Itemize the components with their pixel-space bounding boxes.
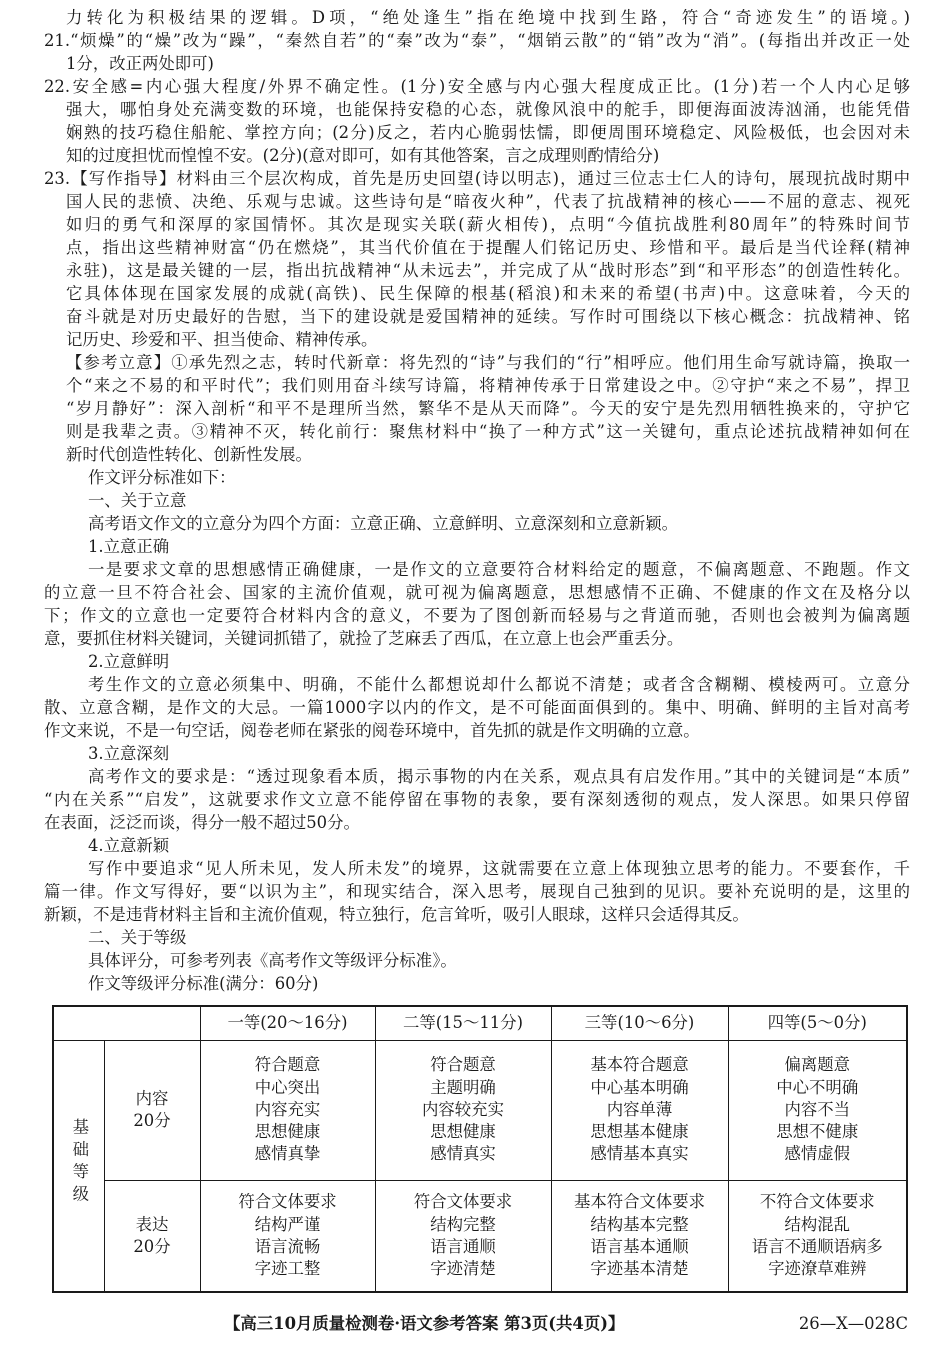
criterion: 感情虚假 <box>784 1144 851 1164</box>
subheading: 1.立意正确 <box>88 537 170 556</box>
criterion: 思想健康 <box>430 1122 496 1142</box>
text-line: 力转化为积极结果的逻辑。D项，“绝处逢生”指在绝境中找到生路，符合“奇迹发生”的语境。) <box>66 8 910 27</box>
criterion: 中心突出 <box>254 1077 321 1097</box>
row-label-cell <box>104 1040 200 1180</box>
table-caption: 作文等级评分标准(满分：60分) <box>88 974 319 993</box>
criterion: 不符合文体要求 <box>759 1192 875 1212</box>
criterion: 符合文体要求 <box>413 1192 513 1212</box>
section-heading: 一、关于立意 <box>88 491 187 510</box>
text-line: 具体评分，可参考列表《高考作文等级评分标准》。 <box>88 951 457 970</box>
text-line: 写作中要追求“见人所未见，发人所未发”的境界，这就需要在立意上体现独立思考的能力。不要套作，千 <box>88 859 910 878</box>
table-header-row <box>53 1006 907 1040</box>
criterion: 字迹潦草难辨 <box>768 1258 867 1278</box>
text-line: 【参考立意】①承先烈之志，转时代新章：将先烈的“诗”与我们的“行”相呼应。他们用生命写就诗篇，换取一 <box>66 353 910 372</box>
row-label-cell <box>104 1180 200 1292</box>
criterion: 感情真挚 <box>254 1144 321 1164</box>
section-heading: 二、关于等级 <box>88 928 187 947</box>
text-line: “岁月静好”：深入剖析“和平不是理所当然，繁华不是从天而降”。今天的安宁是先烈用牺牲换来的，守护它 <box>66 399 910 418</box>
criterion: 内容充实 <box>254 1099 321 1119</box>
criteria-cell <box>551 1180 728 1292</box>
criterion: 符合文体要求 <box>238 1192 337 1212</box>
criterion: 偏离题意 <box>784 1055 851 1075</box>
criteria-cell <box>375 1040 551 1180</box>
text-line: 点，指出这些精神财富“仍在燃烧”，其当代价值在于提醒人们铭记历史、珍惜和平。最后是当代诠释(精神 <box>66 238 910 257</box>
grade-header: 三等(10～6分) <box>551 1006 728 1040</box>
criterion: 内容不当 <box>784 1099 851 1119</box>
text-line: 在表面，泛泛而谈，得分一般不超过50分。 <box>44 813 360 832</box>
text-line: 个“来之不易的和平时代”；我们则用奋斗续写诗篇，将精神传承于日常建设之中。②守护“来之不易”，捍卫 <box>66 376 910 395</box>
criterion: 内容较充实 <box>422 1099 504 1119</box>
text-line: 意，要抓住材料关键词，关键词抓错了，就捡了芝麻丢了西瓜，在立意上也会严重丢分。 <box>44 629 684 648</box>
text-line: “内在关系”“启发”，这就要求作文立意不能停留在事物的表象，要有深刻透彻的观点，发人深思。如果只停留 <box>44 790 910 809</box>
criteria-cell <box>728 1180 907 1292</box>
document-code: 26—X—028C <box>798 1314 908 1333</box>
criterion: 结构完整 <box>430 1214 496 1234</box>
criterion: 思想基本健康 <box>590 1122 689 1142</box>
text-line: 高考语文作文的立意分为四个方面：立意正确、立意鲜明、立意深刻和立意新颖。 <box>88 514 679 533</box>
criterion: 思想不健康 <box>776 1122 859 1142</box>
subheading: 2.立意鲜明 <box>88 652 170 671</box>
text-line: 它具体体现在国家发展的成就(高铁)、民生保障的根基(稻浪)和未来的希望(书声)中。这意味着，今天的 <box>66 284 910 303</box>
criterion: 语言通顺 <box>430 1236 496 1256</box>
criterion: 内容单薄 <box>606 1099 673 1119</box>
subheading: 3.立意深刻 <box>88 744 170 763</box>
criteria-cell <box>375 1180 551 1292</box>
page-footer <box>44 1312 910 1336</box>
criterion: 主题明确 <box>430 1077 496 1097</box>
text-line: 23.【写作指导】材料由三个层次构成，首先是历史回望(诗以明志)，通过三位志士仁人的诗句，展现抗战时期中 <box>44 169 910 188</box>
criterion: 思想健康 <box>254 1122 321 1142</box>
section-heading: 作文评分标准如下： <box>88 468 236 487</box>
subheading: 4.立意新颖 <box>88 836 170 855</box>
text-line: 新颖，不是违背材料主旨和主流价值观，特立独行，危言耸听，吸引人眼球，这样只会适得其反。 <box>44 905 749 924</box>
text-line: 则是我辈之责。③精神不灭，转化前行：聚焦材料中“换了一种方式”这一关键句，重点论述抗战精神如何在 <box>66 422 910 441</box>
grade-header: 二等(15～11分) <box>375 1006 551 1040</box>
corner-cell <box>53 1006 200 1040</box>
text-line: 娴熟的技巧稳住船舵、掌控方向；(2分)反之，若内心脆弱怯懦，即便周围环境稳定、风险极低，也会因对未 <box>66 123 910 142</box>
criterion: 语言基本通顺 <box>590 1236 689 1256</box>
row-score: 20分 <box>133 1111 171 1130</box>
criterion: 符合题意 <box>430 1055 496 1075</box>
criteria-cell <box>728 1040 907 1180</box>
criterion: 字迹清楚 <box>430 1258 496 1278</box>
criterion: 中心基本明确 <box>590 1077 689 1097</box>
content-row <box>53 1040 907 1180</box>
criterion: 字迹工整 <box>254 1258 321 1278</box>
text-line: 高考作文的要求是：“透过现象看本质，揭示事物的内在关系，观点具有启发作用。”其中的关键词是“本质” <box>88 767 910 786</box>
text-line: 新时代创造性转化、创新性发展。 <box>66 445 312 464</box>
text-line: 永驻)，这是最关键的一层，指出抗战精神“从未远去”，并完成了从“战时形态”到“和平形态”的创造性转化。 <box>66 261 910 280</box>
text-line: 散、立意含糊，是作文的大忌。一篇1000字以内的作文，是不可能面面俱到的。集中、明确、鲜明的主旨对高考 <box>44 698 910 717</box>
text-line: 一是要求文章的思想感情正确健康，一是作文的立意要符合材料给定的题意，不偏离题意、不跑题。作文 <box>88 560 910 579</box>
criteria-cell <box>200 1180 375 1292</box>
row-score: 20分 <box>133 1236 171 1256</box>
footer-title: 【高三10月质量检测卷·语文参考答案 第3页(共4页)】 <box>224 1314 625 1333</box>
criterion: 感情基本真实 <box>590 1144 689 1164</box>
row-label: 内容 <box>135 1088 169 1108</box>
row-label: 表达 <box>135 1214 169 1234</box>
criteria-cell <box>200 1040 375 1180</box>
criterion: 结构基本完整 <box>590 1214 689 1234</box>
text-line: 国人民的悲愤、决绝、乐观与忠诚。这些诗句是“暗夜火种”，代表了抗战精神的核心——不屈的意志、视死 <box>66 192 910 211</box>
criterion: 结构混乱 <box>784 1214 851 1234</box>
text-line: 如归的勇气和深厚的家国情怀。其次是现实关联(薪火相传)，点明“今值抗战胜利80周年”的特殊时间节 <box>66 215 910 234</box>
grading-table <box>52 1005 908 1293</box>
criterion: 符合题意 <box>254 1055 321 1075</box>
criterion: 感情真实 <box>430 1144 496 1164</box>
criterion: 基本符合题意 <box>590 1055 689 1075</box>
text-line: 强大，哪怕身处充满变数的环境，也能保持安稳的心态，就像风浪中的舵手，即便海面波涛汹涌，也能凭借 <box>66 100 910 119</box>
grade-header: 四等(5～0分) <box>728 1006 907 1040</box>
criterion: 语言不通顺语病多 <box>751 1236 883 1256</box>
text-line: 作文来说，不是一句空话，阅卷老师在紧张的阅卷环境中，首先抓的就是作文明确的立意。 <box>44 721 700 740</box>
criterion: 中心不明确 <box>776 1077 859 1097</box>
text-line: 知的过度担忧而惶惶不安。(2分)(意对即可，如有其他答案，言之成理则酌情给分) <box>66 146 660 165</box>
text-line: 下；作文的立意也一定要符合材料内含的意义，不要为了图创新而轻易与之背道而驰，否则也会被判为偏离题 <box>44 606 910 625</box>
criterion: 语言流畅 <box>254 1236 321 1256</box>
text-line: 记历史、珍爱和平、担当使命、精神传承。 <box>66 330 378 349</box>
text-line: 22.安全感=内心强大程度/外界不确定性。(1分)安全感与内心强大程度成正比。(1分)若一个人内心足够 <box>44 77 910 96</box>
criteria-cell <box>551 1040 728 1180</box>
body-text <box>44 6 910 995</box>
text-line: 1分，改正两处即可) <box>66 54 214 73</box>
text-line: 奋斗就是对历史最好的告慰，当下的建设就是爱国精神的延续。写作时可围绕以下核心概念：抗战精神、铭 <box>66 307 910 326</box>
text-line: 考生作文的立意必须集中、明确，不能什么都想说却什么都说不清楚；或者含含糊糊、模棱两可。立意分 <box>88 675 910 694</box>
text-line: 篇一律。作文写得好，要“以识为主”，和现实结合，深入思考，展现自己独到的见识。要补充说明的是，这里的 <box>44 882 910 901</box>
expression-row <box>53 1180 907 1292</box>
group-label: 基础等级 <box>69 1117 89 1208</box>
group-label-cell <box>53 1040 104 1292</box>
text-line: 21.“烦燥”的“燥”改为“躁”，“秦然自若”的“秦”改为“泰”，“烟销云散”的“销”改为“消”。(每指出并改正一处 <box>44 31 910 50</box>
text-line: 的立意一旦不符合社会、国家的主流价值观，就可视为偏离题意，思想感情不正确、不健康的作文在及格分以 <box>44 583 910 602</box>
criterion: 字迹基本清楚 <box>590 1258 689 1278</box>
criterion: 基本符合文体要求 <box>573 1192 706 1212</box>
criterion: 结构严谨 <box>254 1214 321 1234</box>
grade-header: 一等(20～16分) <box>200 1006 375 1040</box>
